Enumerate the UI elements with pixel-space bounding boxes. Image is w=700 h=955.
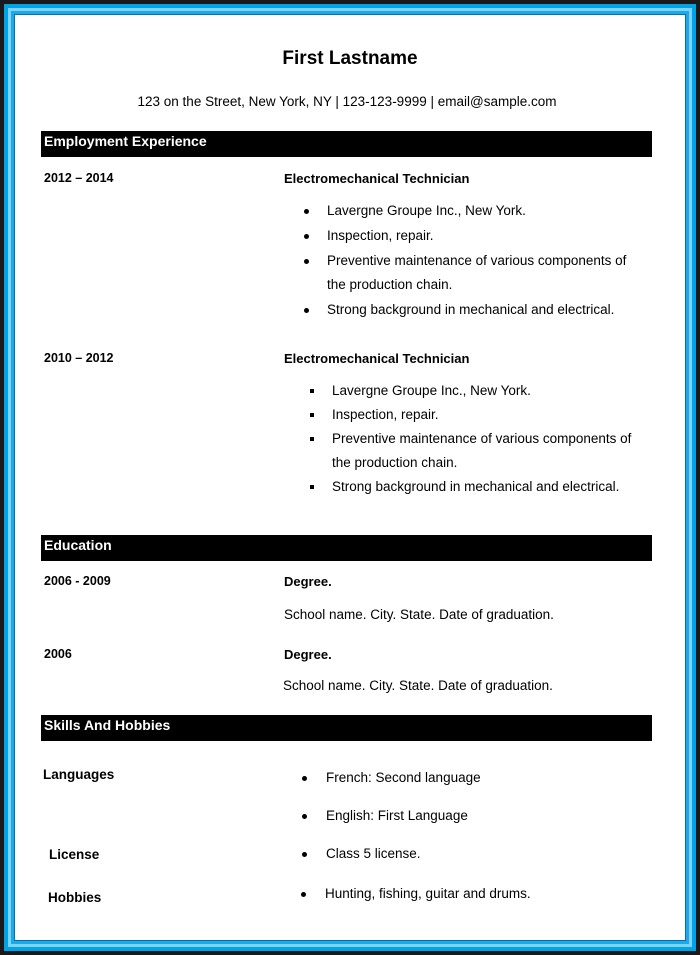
job-1-bullet-4: Strong background in mechanical and electrical.	[327, 302, 615, 317]
bullet-dot	[301, 892, 306, 897]
bullet-dot	[304, 259, 309, 264]
employment-section-header: Employment Experience	[41, 131, 652, 157]
edu-2-degree: Degree.	[284, 647, 332, 662]
edu-2-detail: School name. City. State. Date of graduation.	[283, 678, 553, 693]
job-1-bullet-3: Preventive maintenance of various components of	[327, 253, 627, 268]
bullet-dot	[302, 852, 307, 857]
job-2-bullet-4: Strong background in mechanical and electrical.	[332, 479, 620, 494]
bullet-dot	[304, 209, 309, 214]
license-label: License	[49, 847, 100, 862]
job-2-bullet-1: Lavergne Groupe Inc., New York.	[332, 383, 531, 398]
contact-line: 123 on the Street, New York, NY | 123-123-9999 | email@sample.com	[137, 94, 557, 109]
bullet-dot	[302, 776, 307, 781]
bullet-square	[310, 389, 314, 393]
edu-1-degree: Degree.	[284, 574, 332, 589]
edu-2-dates: 2006	[44, 647, 72, 661]
bullet-square	[310, 485, 314, 489]
edu-1-detail: School name. City. State. Date of graduation.	[284, 607, 554, 622]
bullet-square	[310, 437, 314, 441]
bullet-dot	[304, 308, 309, 313]
job-2-bullet-3: Preventive maintenance of various components of	[332, 431, 632, 446]
job-1-bullet-2: Inspection, repair.	[327, 228, 434, 243]
license-value: Class 5 license.	[326, 846, 421, 861]
job-2-bullet-3-cont: the production chain.	[332, 455, 458, 470]
job-2-title: Electromechanical Technician	[284, 351, 470, 366]
job-2-bullet-2: Inspection, repair.	[332, 407, 439, 422]
bullet-dot	[304, 234, 309, 239]
hobbies-value: Hunting, fishing, guitar and drums.	[325, 886, 531, 901]
language-1: French: Second language	[326, 770, 481, 785]
job-1-bullet-1: Lavergne Groupe Inc., New York.	[327, 203, 526, 218]
job-1-bullet-3-cont: the production chain.	[327, 277, 453, 292]
languages-label: Languages	[43, 767, 115, 782]
language-2: English: First Language	[326, 808, 468, 823]
bullet-dot	[302, 814, 307, 819]
bullet-square	[310, 413, 314, 417]
education-section-header: Education	[41, 535, 652, 561]
edu-1-dates: 2006 - 2009	[44, 574, 111, 588]
resume-name: First Lastname	[282, 48, 418, 69]
job-2-dates: 2010 – 2012	[44, 351, 114, 365]
skills-section-header: Skills And Hobbies	[41, 715, 652, 741]
job-1-title: Electromechanical Technician	[284, 171, 470, 186]
job-1-dates: 2012 – 2014	[44, 171, 114, 185]
hobbies-label: Hobbies	[48, 890, 102, 905]
